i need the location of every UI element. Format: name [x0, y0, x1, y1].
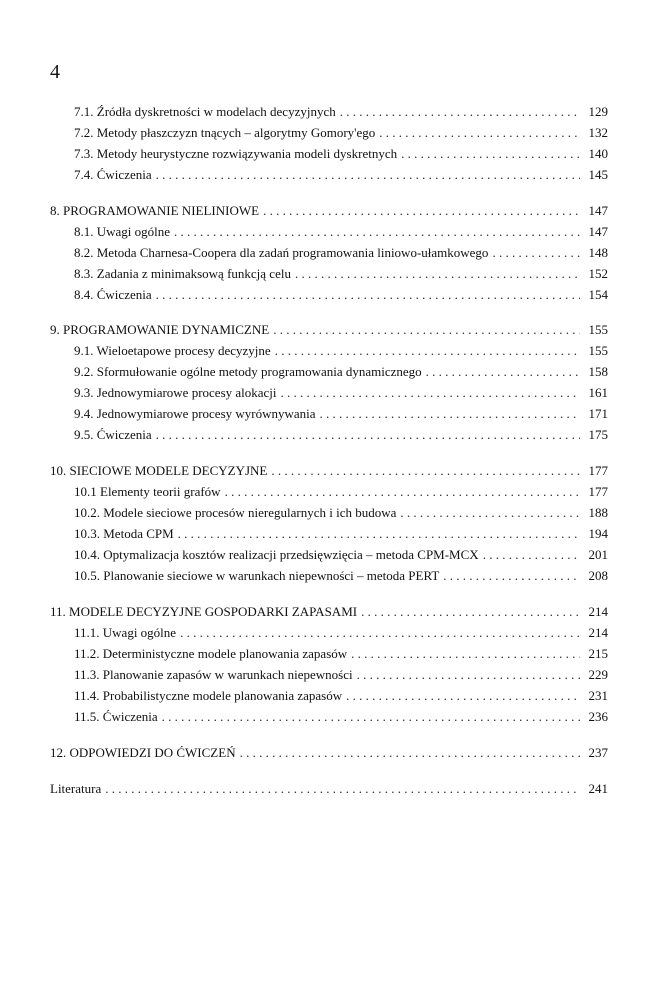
toc-entry-title: 9.1. Wieloetapowe procesy decyzyjne	[74, 343, 271, 358]
toc-entry-page: 152	[588, 266, 608, 281]
dot-leader	[443, 568, 580, 584]
toc-entry-page: 214	[588, 604, 608, 619]
dot-leader	[273, 322, 580, 338]
toc-entry-page: 155	[588, 343, 608, 358]
dot-leader	[105, 781, 580, 797]
toc-entry-11-4[interactable]	[74, 688, 608, 704]
dot-leader	[483, 547, 580, 563]
toc-entry-8-3[interactable]	[74, 266, 608, 282]
toc-chapter-8[interactable]	[50, 203, 608, 219]
toc-chapter-title: 10. SIECIOWE MODELE DECYZYJNE	[50, 463, 268, 478]
toc-entry-title: 10.3. Metoda CPM	[74, 526, 174, 541]
toc-entry-page: 147	[588, 203, 608, 218]
toc-entry-title: 10.5. Planowanie sieciowe w warunkach niepewności – metoda PERT	[74, 568, 440, 583]
toc-entry-7-3[interactable]	[74, 146, 608, 162]
toc-entry-7-4[interactable]	[74, 167, 608, 183]
toc-entry-page: 237	[588, 745, 608, 760]
toc-entry-11-3[interactable]	[74, 667, 608, 683]
toc-entry-title: 9.4. Jednowymiarowe procesy wyrównywania	[74, 406, 316, 421]
dot-leader	[156, 287, 580, 303]
toc-chapter-title: Literatura	[50, 781, 102, 796]
toc-chapter-title: 8. PROGRAMOWANIE NIELINIOWE	[50, 203, 260, 218]
toc-entry-10-3[interactable]	[74, 526, 608, 542]
dot-leader	[401, 146, 580, 162]
dot-leader	[379, 125, 580, 141]
toc-entry-9-2[interactable]	[74, 364, 608, 380]
toc-entry-title: 8.2. Metoda Charnesa-Coopera dla zadań programowania liniowo-ułamkowego	[74, 245, 489, 260]
toc-entry-page: 215	[588, 646, 608, 661]
dot-leader	[156, 167, 580, 183]
toc-entry-page: 148	[588, 245, 608, 260]
toc-entry-page: 231	[588, 688, 608, 703]
toc-entry-page: 241	[588, 781, 608, 796]
toc-entry-page: 154	[588, 287, 608, 302]
dot-leader	[361, 604, 580, 620]
toc-entry-page: 201	[588, 547, 608, 562]
toc-entry-title: 11.3. Planowanie zapasów w warunkach niepewności	[74, 667, 353, 682]
toc-entry-title: 9.5. Ćwiczenia	[74, 427, 152, 442]
toc-entry-page: 171	[588, 406, 608, 421]
toc-entry-title: 9.3. Jednowymiarowe procesy alokacji	[74, 385, 277, 400]
dot-leader	[320, 406, 580, 422]
toc-chapter-12[interactable]	[50, 745, 608, 761]
toc-entry-title: 8.4. Ćwiczenia	[74, 287, 152, 302]
page-number: 4	[50, 61, 60, 83]
dot-leader	[180, 625, 580, 641]
toc-entry-10-5[interactable]	[74, 568, 608, 584]
dot-leader	[162, 709, 580, 725]
toc-entry-title: 7.1. Źródła dyskretności w modelach decyzyjnych	[74, 104, 336, 119]
dot-leader	[340, 104, 580, 120]
dot-leader	[346, 688, 580, 704]
toc-entry-8-1[interactable]	[74, 224, 608, 240]
toc-entry-title: 7.3. Metody heurystyczne rozwiązywania modeli dyskretnych	[74, 146, 398, 161]
dot-leader	[178, 526, 580, 542]
dot-leader	[225, 484, 580, 500]
toc-entry-page: 145	[588, 167, 608, 182]
toc-entry-page: 155	[588, 322, 608, 337]
toc-chapter-title: 12. ODPOWIEDZI DO ĆWICZEŃ	[50, 745, 236, 760]
toc-entry-9-5[interactable]	[74, 427, 608, 443]
toc-entry-title: 7.2. Metody płaszczyzn tnących – algorytmy Gomory'ego	[74, 125, 376, 140]
toc-entry-page: 208	[588, 568, 608, 583]
toc-entry-title: 11.1. Uwagi ogólne	[74, 625, 177, 640]
toc-entry-page: 194	[588, 526, 608, 541]
toc-entry-title: 10.2. Modele sieciowe procesów nieregularnych i ich budowa	[74, 505, 397, 520]
toc-entry-7-2[interactable]	[74, 125, 608, 141]
dot-leader	[263, 203, 580, 219]
toc-entry-title: 10.1 Elementy teorii grafów	[74, 484, 221, 499]
toc-entry-page: 177	[588, 463, 608, 478]
toc-entry-11-5[interactable]	[74, 709, 608, 725]
dot-leader	[492, 245, 580, 261]
dot-leader	[426, 364, 580, 380]
toc-entry-title: 9.2. Sformułowanie ogólne metody programowania dynamicznego	[74, 364, 422, 379]
toc-entry-10-2[interactable]	[74, 505, 608, 521]
toc-chapter-9[interactable]	[50, 322, 608, 338]
toc-entry-title: 7.4. Ćwiczenia	[74, 167, 152, 182]
toc-entry-11-1[interactable]	[74, 625, 608, 641]
toc-entry-7-1[interactable]	[74, 104, 608, 120]
toc-chapter-title: 9. PROGRAMOWANIE DYNAMICZNE	[50, 322, 270, 337]
dot-leader	[351, 646, 580, 662]
toc-entry-title: 8.1. Uwagi ogólne	[74, 224, 171, 239]
toc-chapter-11[interactable]	[50, 604, 608, 620]
toc-entry-page: 129	[588, 104, 608, 119]
toc-chapter-10[interactable]	[50, 463, 608, 479]
toc-entry-10-4[interactable]	[74, 547, 608, 563]
toc-entry-page: 158	[588, 364, 608, 379]
dot-leader	[271, 463, 580, 479]
toc-entry-8-2[interactable]	[74, 245, 608, 261]
toc-entry-title: 8.3. Zadania z minimaksową funkcją celu	[74, 266, 291, 281]
dot-leader	[295, 266, 580, 282]
toc-entry-page: 175	[588, 427, 608, 442]
toc-entry-9-3[interactable]	[74, 385, 608, 401]
toc-entry-page: 161	[588, 385, 608, 400]
toc-chapter-title: 11. MODELE DECYZYJNE GOSPODARKI ZAPASAMI	[50, 604, 358, 619]
toc-entry-page: 132	[588, 125, 608, 140]
toc-entry-page: 214	[588, 625, 608, 640]
dot-leader	[174, 224, 580, 240]
toc-entry-title: 11.4. Probabilistyczne modele planowania zapasów	[74, 688, 343, 703]
toc-entry-page: 188	[588, 505, 608, 520]
toc-literature[interactable]	[50, 781, 608, 797]
toc-entry-page: 140	[588, 146, 608, 161]
toc-entry-title: 11.2. Deterministyczne modele planowania zapasów	[74, 646, 348, 661]
toc-entry-8-4[interactable]	[74, 287, 608, 303]
toc-entry-9-4[interactable]	[74, 406, 608, 422]
dot-leader	[275, 343, 580, 359]
toc-entry-title: 11.5. Ćwiczenia	[74, 709, 158, 724]
toc-entry-11-2[interactable]	[74, 646, 608, 662]
toc-entry-title: 10.4. Optymalizacja kosztów realizacji przedsięwzięcia – metoda CPM-MCX	[74, 547, 479, 562]
dot-leader	[240, 745, 580, 761]
toc-entry-page: 177	[588, 484, 608, 499]
toc-entry-page: 147	[588, 224, 608, 239]
dot-leader	[156, 427, 580, 443]
toc-entry-page: 229	[588, 667, 608, 682]
dot-leader	[357, 667, 580, 683]
dot-leader	[281, 385, 580, 401]
toc-entry-9-1[interactable]	[74, 343, 608, 359]
dot-leader	[400, 505, 580, 521]
toc-entry-page: 236	[588, 709, 608, 724]
toc-entry-10-1[interactable]	[74, 484, 608, 500]
